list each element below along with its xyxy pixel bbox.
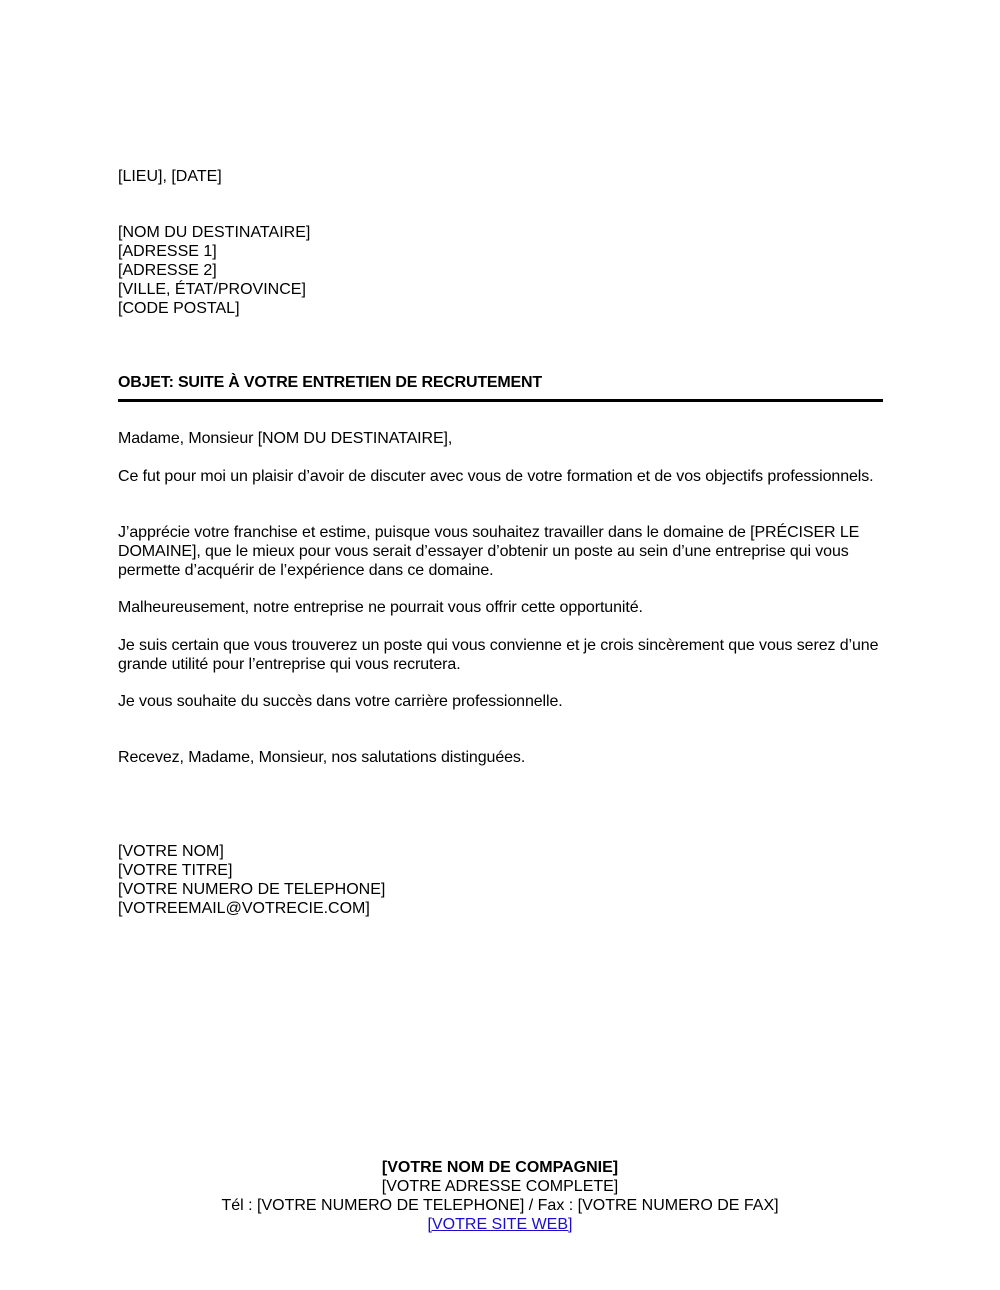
subject-divider (118, 399, 883, 402)
recipient-address1: [ADRESSE 1] (118, 243, 217, 260)
company-footer (0, 1158, 1000, 1234)
sender-email: [VOTREEMAIL@VOTRECIE.COM] (118, 900, 370, 917)
body-paragraph: Je vous souhaite du succès dans votre carrière professionnelle. (118, 693, 563, 710)
footer-contact: Tél : [VOTRE NUMERO DE TELEPHONE] / Fax : [VOTRE NUMERO DE FAX] (221, 1197, 779, 1214)
body-paragraph: Ce fut pour moi un plaisir d’avoir de discuter avec vous de votre formation et de vos objectifs professionnels. (118, 468, 874, 485)
recipient-address-block (118, 223, 310, 318)
signature-block (118, 842, 385, 918)
body-paragraph: J’apprécie votre franchise et estime, puisque vous souhaitez travailler dans le domaine de [PRÉCISER LE DOMAINE], que le mieux pour vous serait d’essayer d’obtenir un poste au sein d’une entreprise qui vous permette d’acquérir de l’expérience dans ce domaine. (118, 524, 860, 579)
recipient-city-state: [VILLE, ÉTAT/PROVINCE] (118, 281, 306, 298)
sender-title: [VOTRE TITRE] (118, 862, 233, 879)
footer-address: [VOTRE ADRESSE COMPLETE] (381, 1178, 619, 1195)
place-date-text: [LIEU], [DATE] (118, 168, 222, 185)
recipient-address2: [ADRESSE 2] (118, 262, 217, 279)
footer-company-name: [VOTRE NOM DE COMPAGNIE] (381, 1159, 619, 1176)
footer-website-link[interactable]: [VOTRE SITE WEB] (427, 1216, 573, 1233)
place-date (118, 167, 222, 186)
sender-phone: [VOTRE NUMERO DE TELEPHONE] (118, 881, 386, 898)
closing-formula: Recevez, Madame, Monsieur, nos salutations distinguées. (118, 749, 526, 766)
salutation: Madame, Monsieur [NOM DU DESTINATAIRE], (118, 430, 453, 447)
body-paragraph: Malheureusement, notre entreprise ne pourrait vous offrir cette opportunité. (118, 599, 643, 616)
body-paragraph: Je suis certain que vous trouverez un poste qui vous convienne et je crois sincèrement que vous serez d’une grande utilité pour l’entreprise qui vous recrutera. (118, 637, 879, 673)
recipient-postal-code: [CODE POSTAL] (118, 300, 240, 317)
sender-name: [VOTRE NOM] (118, 843, 224, 860)
recipient-name: [NOM DU DESTINATAIRE] (118, 224, 311, 241)
subject-line: OBJET: SUITE À VOTRE ENTRETIEN DE RECRUTEMENT (118, 374, 542, 391)
